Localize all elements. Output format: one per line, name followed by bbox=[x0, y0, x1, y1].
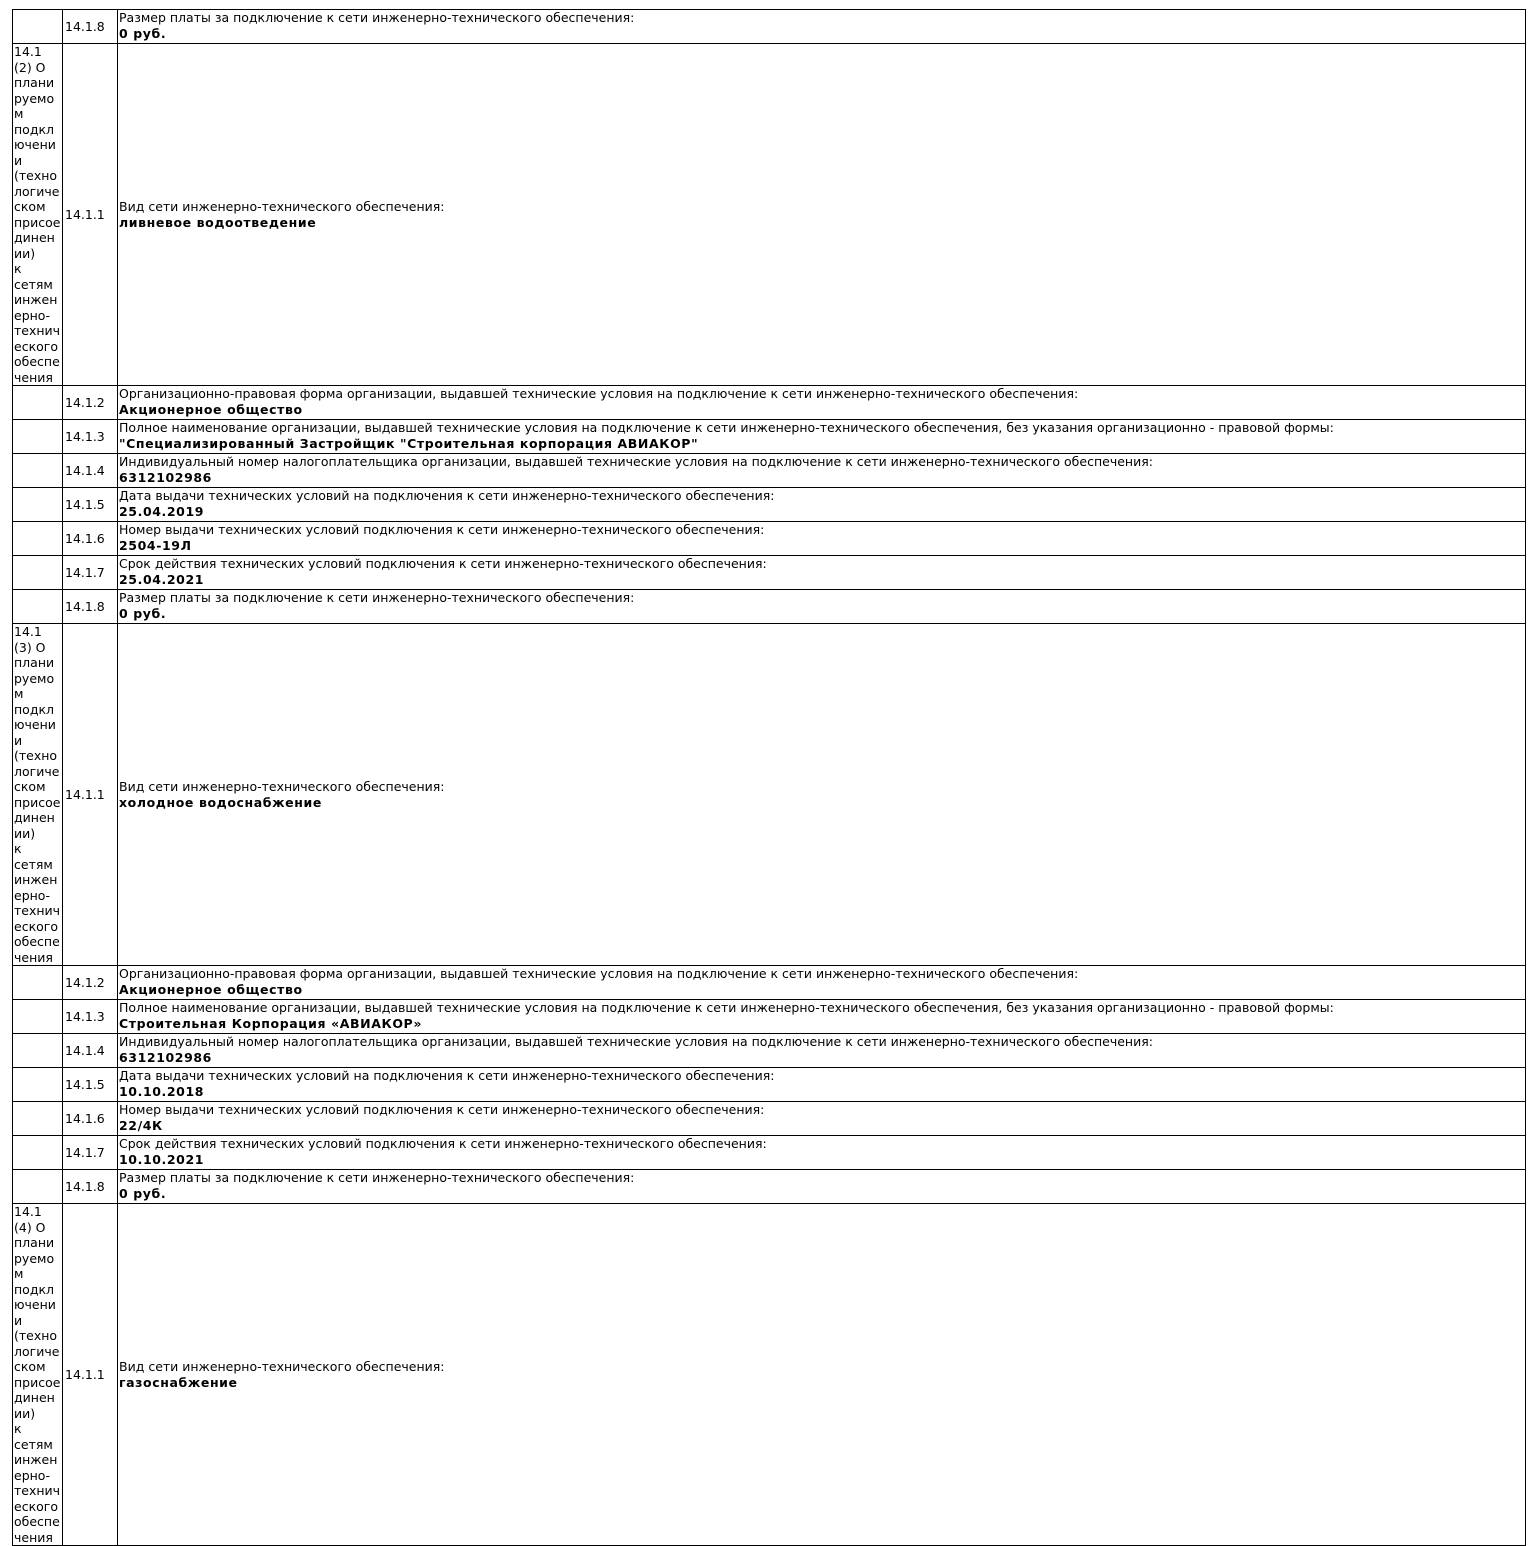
item-content bbox=[118, 454, 1526, 488]
item-content bbox=[118, 966, 1526, 1000]
section-cell bbox=[13, 1170, 63, 1204]
item-number: 14.1.2 bbox=[63, 386, 118, 420]
item-number: 14.1.8 bbox=[63, 1170, 118, 1204]
item-label: Номер выдачи технических условий подключения к сети инженерно-технического обеспечения: bbox=[119, 1102, 765, 1117]
item-value: 25.04.2021 bbox=[119, 571, 205, 587]
item-value: холодное водоснабжение bbox=[119, 794, 322, 810]
item-number: 14.1.7 bbox=[63, 1136, 118, 1170]
item-value: "Специализированный Застройщик "Строительная корпорация АВИАКОР" bbox=[119, 435, 699, 451]
item-value: Акционерное общество bbox=[119, 981, 303, 997]
section-cell bbox=[13, 590, 63, 624]
item-value: Акционерное общество bbox=[119, 401, 303, 417]
section-cell bbox=[13, 386, 63, 420]
section-row bbox=[13, 1204, 1526, 1546]
table-row bbox=[13, 386, 1526, 420]
item-label: Вид сети инженерно-технического обеспечения: bbox=[119, 779, 445, 794]
item-label: Вид сети инженерно-технического обеспечения: bbox=[119, 1359, 445, 1374]
item-number: 14.1.1 bbox=[63, 624, 118, 966]
item-value: 6312102986 bbox=[119, 1049, 212, 1065]
section-cell bbox=[13, 1000, 63, 1034]
item-value: 0 руб. bbox=[119, 25, 167, 41]
item-label: Срок действия технических условий подключения к сети инженерно-технического обеспечения: bbox=[119, 1136, 767, 1151]
item-content bbox=[118, 420, 1526, 454]
item-content bbox=[118, 590, 1526, 624]
item-number: 14.1.5 bbox=[63, 488, 118, 522]
section-title: 14.1 (2) О планируемом подключении (технологическом присоединении) к сетям инженерно- технического обеспечения bbox=[13, 44, 63, 386]
item-number: 14.1.3 bbox=[63, 420, 118, 454]
table-row bbox=[13, 556, 1526, 590]
item-label: Организационно-правовая форма организации, выдавшей технические условия на подключение к сети инженерно-технического обеспечения: bbox=[119, 966, 1079, 981]
item-number: 14.1.3 bbox=[63, 1000, 118, 1034]
section-cell bbox=[13, 1034, 63, 1068]
item-number: 14.1.4 bbox=[63, 1034, 118, 1068]
item-value: 25.04.2019 bbox=[119, 503, 205, 519]
section-title: 14.1 (4) О планируемом подключении (технологическом присоединении) к сетям инженерно- технического обеспечения bbox=[13, 1204, 63, 1546]
table-row bbox=[13, 1000, 1526, 1034]
table-row bbox=[13, 1170, 1526, 1204]
item-content bbox=[118, 556, 1526, 590]
item-value: 10.10.2018 bbox=[119, 1083, 205, 1099]
table-row bbox=[13, 1102, 1526, 1136]
item-label: Номер выдачи технических условий подключения к сети инженерно-технического обеспечения: bbox=[119, 522, 765, 537]
item-label: Вид сети инженерно-технического обеспечения: bbox=[119, 199, 445, 214]
item-content bbox=[118, 10, 1526, 44]
table-row bbox=[13, 1068, 1526, 1102]
item-value: 0 руб. bbox=[119, 1185, 167, 1201]
item-value: 0 руб. bbox=[119, 605, 167, 621]
item-number: 14.1.6 bbox=[63, 1102, 118, 1136]
item-label: Дата выдачи технических условий на подключения к сети инженерно-технического обеспечения: bbox=[119, 488, 775, 503]
item-content bbox=[118, 1034, 1526, 1068]
item-label: Размер платы за подключение к сети инженерно-технического обеспечения: bbox=[119, 1170, 635, 1185]
item-content bbox=[118, 488, 1526, 522]
item-label: Срок действия технических условий подключения к сети инженерно-технического обеспечения: bbox=[119, 556, 767, 571]
table-row bbox=[13, 420, 1526, 454]
item-value: ливневое водоотведение bbox=[119, 214, 317, 230]
item-label: Полное наименование организации, выдавшей технические условия на подключение к сети инженерно-технического обеспечения, без указания организационно - правовой формы: bbox=[119, 420, 1334, 435]
item-number: 14.1.1 bbox=[63, 1204, 118, 1546]
section-cell bbox=[13, 556, 63, 590]
item-value: 22/4К bbox=[119, 1117, 163, 1133]
item-value: 10.10.2021 bbox=[119, 1151, 205, 1167]
item-number: 14.1.7 bbox=[63, 556, 118, 590]
item-content bbox=[118, 386, 1526, 420]
table-row bbox=[13, 590, 1526, 624]
section-cell bbox=[13, 420, 63, 454]
item-number: 14.1.5 bbox=[63, 1068, 118, 1102]
item-number: 14.1.1 bbox=[63, 44, 118, 386]
item-content bbox=[118, 1204, 1526, 1546]
disclosure-table bbox=[12, 9, 1526, 1546]
item-value: 2504-19Л bbox=[119, 537, 192, 553]
section-title: 14.1 (3) О планируемом подключении (технологическом присоединении) к сетям инженерно- технического обеспечения bbox=[13, 624, 63, 966]
table-row bbox=[13, 454, 1526, 488]
section-row bbox=[13, 624, 1526, 966]
item-label: Полное наименование организации, выдавшей технические условия на подключение к сети инженерно-технического обеспечения, без указания организационно - правовой формы: bbox=[119, 1000, 1334, 1015]
item-label: Индивидуальный номер налогоплательщика организации, выдавшей технические условия на подключение к сети инженерно-технического обеспечения: bbox=[119, 454, 1153, 469]
item-content bbox=[118, 1102, 1526, 1136]
table-row bbox=[13, 1136, 1526, 1170]
section-cell bbox=[13, 1136, 63, 1170]
item-value: газоснабжение bbox=[119, 1374, 238, 1390]
section-cell bbox=[13, 10, 63, 44]
section-cell bbox=[13, 1068, 63, 1102]
section-cell bbox=[13, 1102, 63, 1136]
section-cell bbox=[13, 488, 63, 522]
section-cell bbox=[13, 522, 63, 556]
item-number: 14.1.2 bbox=[63, 966, 118, 1000]
section-cell bbox=[13, 454, 63, 488]
section-cell bbox=[13, 966, 63, 1000]
item-label: Индивидуальный номер налогоплательщика организации, выдавшей технические условия на подключение к сети инженерно-технического обеспечения: bbox=[119, 1034, 1153, 1049]
table-row bbox=[13, 522, 1526, 556]
item-content bbox=[118, 522, 1526, 556]
table-row bbox=[13, 1034, 1526, 1068]
item-label: Размер платы за подключение к сети инженерно-технического обеспечения: bbox=[119, 590, 635, 605]
table-row bbox=[13, 966, 1526, 1000]
item-label: Дата выдачи технических условий на подключения к сети инженерно-технического обеспечения: bbox=[119, 1068, 775, 1083]
item-content bbox=[118, 1136, 1526, 1170]
item-value: 6312102986 bbox=[119, 469, 212, 485]
item-label: Размер платы за подключение к сети инженерно-технического обеспечения: bbox=[119, 10, 635, 25]
item-label: Организационно-правовая форма организации, выдавшей технические условия на подключение к сети инженерно-технического обеспечения: bbox=[119, 386, 1079, 401]
item-value: Строительная Корпорация «АВИАКОР» bbox=[119, 1015, 422, 1031]
item-number: 14.1.4 bbox=[63, 454, 118, 488]
item-number: 14.1.8 bbox=[63, 10, 118, 44]
item-content bbox=[118, 1170, 1526, 1204]
item-content bbox=[118, 44, 1526, 386]
item-number: 14.1.8 bbox=[63, 590, 118, 624]
item-content bbox=[118, 624, 1526, 966]
item-number: 14.1.6 bbox=[63, 522, 118, 556]
section-row bbox=[13, 44, 1526, 386]
item-content bbox=[118, 1068, 1526, 1102]
item-content bbox=[118, 1000, 1526, 1034]
table-row bbox=[13, 488, 1526, 522]
table-row bbox=[13, 10, 1526, 44]
